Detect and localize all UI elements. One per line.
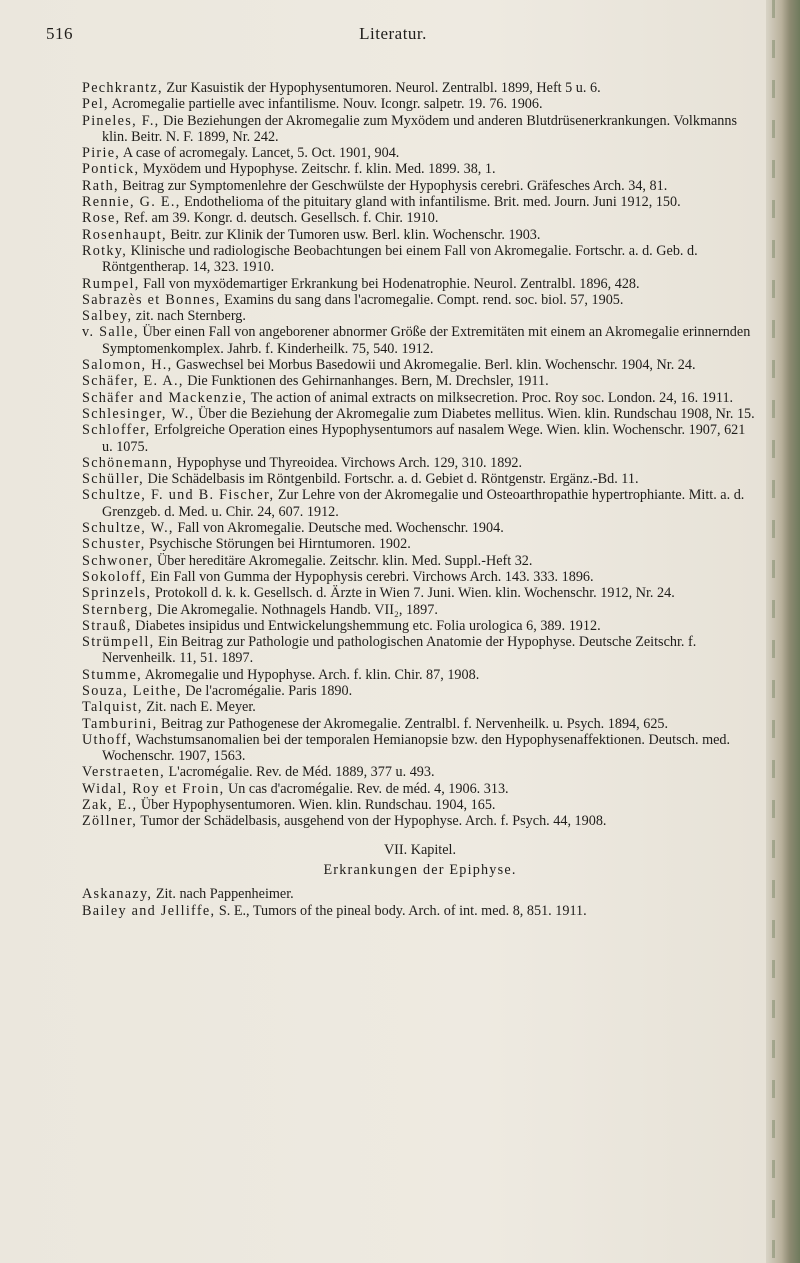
reference-text: Un cas d'acromégalie. Rev. de méd. 4, 1906. 313. bbox=[224, 780, 509, 797]
page-header bbox=[46, 24, 740, 48]
reference-text: Examins du sang dans l'acromegalie. Compt. rend. soc. biol. 57, 1905. bbox=[220, 291, 624, 308]
reference-entry bbox=[82, 634, 758, 667]
reference-entry bbox=[82, 903, 758, 919]
reference-author: Zöllner, bbox=[82, 813, 138, 830]
reference-text: The action of animal extracts on milksecretion. Proc. Roy soc. London. 24, 16. 1911. bbox=[247, 389, 734, 406]
reference-text: Fall von Akromegalie. Deutsche med. Wochenschr. 1904. bbox=[173, 520, 504, 537]
reference-entry bbox=[82, 520, 758, 536]
reference-text: Psychische Störungen bei Hirntumoren. 1902. bbox=[145, 536, 411, 553]
reference-author: Rath, bbox=[82, 177, 119, 194]
reference-entry bbox=[82, 699, 758, 715]
reference-author: Strümpell, bbox=[82, 634, 155, 651]
reference-text: Über einen Fall von angeborener abnormer Größe der Extremitäten mit einem an Akromegalie erinnernden Symptomenkomplex. Jahrb. f. Kinderheilk. 75, 540. 1912. bbox=[102, 324, 751, 357]
reference-author: Rosenhaupt, bbox=[82, 226, 167, 243]
reference-entry bbox=[82, 308, 758, 324]
reference-entry bbox=[82, 227, 758, 243]
reference-text: Zur Kasuistik der Hypophysentumoren. Neurol. Zentralbl. 1899, Heft 5 u. 6. bbox=[162, 80, 601, 96]
reference-entry bbox=[82, 569, 758, 585]
reference-entry bbox=[82, 797, 758, 813]
reference-author: Widal, Roy et Froin, bbox=[82, 780, 225, 797]
reference-entry bbox=[82, 292, 758, 308]
reference-entry bbox=[82, 455, 758, 471]
reference-author: Zak, E., bbox=[82, 797, 138, 814]
reference-text: Die Funktionen des Gehirnanhanges. Bern, M. Drechsler, 1911. bbox=[183, 373, 549, 390]
reference-text: Die Beziehungen der Akromegalie zum Myxödem und anderen Blutdrüsenerkrankungen. Volkmanns klin. Beitr. N. F. 1899, Nr. 242. bbox=[102, 112, 738, 145]
reference-text: S. E., Tumors of the pineal body. Arch. of int. med. 8, 851. 1911. bbox=[215, 902, 587, 919]
reference-entry bbox=[82, 194, 758, 210]
reference-entry bbox=[82, 618, 758, 634]
reference-text: Myxödem und Hypophyse. Zeitschr. f. klin. Med. 1899. 38, 1. bbox=[139, 161, 496, 178]
reference-entry bbox=[82, 536, 758, 552]
reference-author: Pechkrantz, bbox=[82, 80, 163, 96]
reference-text: Fall von myxödemartiger Erkrankung bei Hodenatrophie. Neurol. Zentralbl. 1896, 428. bbox=[139, 275, 640, 292]
reference-entry bbox=[82, 243, 758, 276]
reference-text: Beitrag zur Symptomenlehre der Geschwülste der Hypophysis cerebri. Gräfesches Arch. 34, 81. bbox=[118, 177, 668, 194]
reference-author: Talquist, bbox=[82, 699, 143, 716]
reference-text: Tumor der Schädelbasis, ausgehend von der Hypophyse. Arch. f. Psych. 44, 1908. bbox=[137, 813, 607, 830]
reference-text: Über Hypophysentumoren. Wien. klin. Rundschau. 1904, 165. bbox=[137, 797, 496, 814]
reference-text: Protokoll d. k. k. Gesellsch. d. Ärzte in Wien 7. Juni. Wien. klin. Wochenschr. 1912, Nr. 24. bbox=[151, 585, 675, 602]
reference-author: Stumme, bbox=[82, 666, 142, 683]
reference-text: Ref. am 39. Kongr. d. deutsch. Gesellsch. f. Chir. 1910. bbox=[120, 210, 439, 227]
reference-text: Die Akromegalie. Nothnagels Handb. VII₂, 1897. bbox=[153, 601, 438, 618]
reference-entry bbox=[82, 886, 758, 902]
reference-author: Schäfer and Mackenzie, bbox=[82, 389, 248, 406]
reference-text: Ein Beitrag zur Pathologie und pathologischen Anatomie der Hypophyse. Deutsche Zeitschr. f. Nervenheilk. 11, 51. 1897. bbox=[102, 634, 697, 667]
reference-text: Über die Beziehung der Akromegalie zum Diabetes mellitus. Wien. klin. Rundschau 1908, Nr. 15. bbox=[194, 405, 755, 422]
reference-author: Sternberg, bbox=[82, 601, 154, 618]
reference-author: Schlesinger, W., bbox=[82, 405, 195, 422]
reference-list bbox=[82, 80, 758, 830]
reference-author: Rose, bbox=[82, 210, 121, 227]
book-spine-edge bbox=[766, 0, 800, 1263]
page-number: 516 bbox=[46, 24, 73, 43]
reference-text: Acromegalie partielle avec infantilisme. Nouv. Icongr. salpetr. 19. 76. 1906. bbox=[108, 96, 543, 113]
reference-entry bbox=[82, 357, 758, 373]
reference-author: Schäfer, E. A., bbox=[82, 373, 184, 390]
reference-entry bbox=[82, 145, 758, 161]
reference-author: Schwoner, bbox=[82, 552, 154, 569]
reference-author: Pineles, F., bbox=[82, 112, 160, 129]
reference-entry bbox=[82, 422, 758, 455]
reference-author: Souza, Leithe, bbox=[82, 682, 182, 699]
reference-author: Sabrazès et Bonnes, bbox=[82, 291, 221, 308]
reference-author: Salbey, bbox=[82, 308, 133, 325]
reference-entry bbox=[82, 732, 758, 765]
reference-entry bbox=[82, 390, 758, 406]
bibliography bbox=[82, 80, 758, 919]
reference-entry bbox=[82, 276, 758, 292]
reference-author: Rennie, G. E., bbox=[82, 194, 181, 211]
reference-author: Rotky, bbox=[82, 242, 128, 259]
reference-entry bbox=[82, 602, 758, 618]
reference-entry bbox=[82, 764, 758, 780]
reference-text: Die Schädelbasis im Röntgenbild. Fortschr. a. d. Gebiet d. Röntgenstr. Ergänz.-Bd. 11. bbox=[143, 471, 639, 488]
reference-text: Ein Fall von Gumma der Hypophysis cerebri. Virchows Arch. 143. 333. 1896. bbox=[146, 568, 594, 585]
reference-author: Schönemann, bbox=[82, 454, 174, 471]
reference-text: Endothelioma of the pituitary gland with infantilisme. Brit. med. Journ. Juni 1912, 150. bbox=[180, 194, 681, 211]
chapter-title: Erkrankungen der Epiphyse. bbox=[323, 861, 517, 878]
reference-text: Diabetes insipidus und Entwickelungshemmung etc. Folia urologica 6, 389. 1912. bbox=[131, 617, 601, 634]
reference-author: Schultze, W., bbox=[82, 520, 174, 537]
reference-entry bbox=[82, 406, 758, 422]
reference-entry bbox=[82, 80, 758, 96]
reference-text: Akromegalie und Hypophyse. Arch. f. klin. Chir. 87, 1908. bbox=[141, 666, 480, 683]
reference-text: Über hereditäre Akromegalie. Zeitschr. klin. Med. Suppl.-Heft 32. bbox=[153, 552, 533, 569]
reference-entry bbox=[82, 667, 758, 683]
reference-author: Pontick, bbox=[82, 161, 140, 178]
reference-text: Beitrag zur Pathogenese der Akromegalie. Zentralbl. f. Nervenheilk. u. Psych. 1894, 625. bbox=[157, 715, 669, 732]
reference-author: Verstraeten, bbox=[82, 764, 165, 781]
reference-author: Bailey and Jelliffe, bbox=[82, 902, 216, 919]
reference-text: zit. nach Sternberg. bbox=[132, 308, 246, 325]
reference-text: L'acromégalie. Rev. de Méd. 1889, 377 u. 493. bbox=[164, 764, 435, 781]
reference-entry bbox=[82, 683, 758, 699]
reference-entry bbox=[82, 373, 758, 389]
reference-text: Beitr. zur Klinik der Tumoren usw. Berl. klin. Wochenschr. 1903. bbox=[166, 226, 541, 243]
reference-entry bbox=[82, 113, 758, 146]
reference-entry bbox=[82, 210, 758, 226]
chapter-label: VII. Kapitel. bbox=[383, 841, 457, 858]
reference-author: Uthoff, bbox=[82, 731, 133, 748]
reference-text: De l'acromégalie. Paris 1890. bbox=[181, 682, 353, 699]
reference-author: v. Salle, bbox=[82, 324, 139, 341]
running-title: Literatur. bbox=[359, 24, 427, 43]
reference-author: Tamburini, bbox=[82, 715, 158, 732]
reference-text: Zit. nach Pappenheimer. bbox=[152, 886, 294, 903]
reference-author: Schuster, bbox=[82, 536, 146, 553]
reference-text: Zur Lehre von der Akromegalie und Osteoarthropathie hypertrophiante. Mitt. a. d. Grenzgeb. d. Med. u. Chir. 24, 607. 1912. bbox=[102, 487, 745, 520]
reference-list-epiphyse bbox=[82, 886, 758, 919]
reference-text: Hypophyse und Thyreoidea. Virchows Arch. 129, 310. 1892. bbox=[173, 454, 523, 471]
reference-text: Klinische und radiologische Beobachtungen bei einem Fall von Akromegalie. Fortschr. a. d. Geb. d. Röntgentherap. 14, 323. 1910. bbox=[102, 242, 698, 276]
reference-entry bbox=[82, 585, 758, 601]
reference-author: Rumpel, bbox=[82, 275, 140, 292]
reference-entry bbox=[82, 716, 758, 732]
reference-entry bbox=[82, 178, 758, 194]
reference-entry bbox=[82, 487, 758, 520]
reference-text: A case of acromegaly. Lancet, 5. Oct. 1901, 904. bbox=[120, 145, 400, 162]
reference-text: Wachstumsanomalien bei der temporalen Hemianopsie bzw. den Hypophysenaffektionen. Deutsch. med. Wochenschr. 1907, 1563. bbox=[102, 731, 731, 765]
reference-text: Erfolgreiche Operation eines Hypophysentumors auf nasalem Wege. Wien. klin. Wochenschr. 1907, 621 u. 1075. bbox=[102, 422, 746, 455]
reference-author: Sprinzels, bbox=[82, 585, 152, 602]
reference-author: Strauß, bbox=[82, 617, 132, 634]
reference-author: Pel, bbox=[82, 96, 109, 113]
reference-entry bbox=[82, 324, 758, 357]
reference-entry bbox=[82, 161, 758, 177]
reference-author: Askanazy, bbox=[82, 886, 153, 903]
reference-author: Sokoloff, bbox=[82, 568, 147, 585]
reference-author: Salomon, H., bbox=[82, 357, 173, 374]
reference-text: Zit. nach E. Meyer. bbox=[142, 699, 256, 716]
reference-author: Pirie, bbox=[82, 145, 121, 162]
reference-text: Gaswechsel bei Morbus Basedowii und Akromegalie. Berl. klin. Wochenschr. 1904, Nr. 24. bbox=[172, 357, 696, 374]
reference-entry bbox=[82, 553, 758, 569]
reference-author: Schloffer, bbox=[82, 422, 151, 439]
reference-author: Schultze, F. und B. Fischer, bbox=[82, 487, 275, 504]
reference-author: Schüller, bbox=[82, 471, 144, 488]
reference-entry bbox=[82, 813, 758, 829]
reference-entry bbox=[82, 471, 758, 487]
reference-entry bbox=[82, 96, 758, 112]
reference-entry bbox=[82, 781, 758, 797]
